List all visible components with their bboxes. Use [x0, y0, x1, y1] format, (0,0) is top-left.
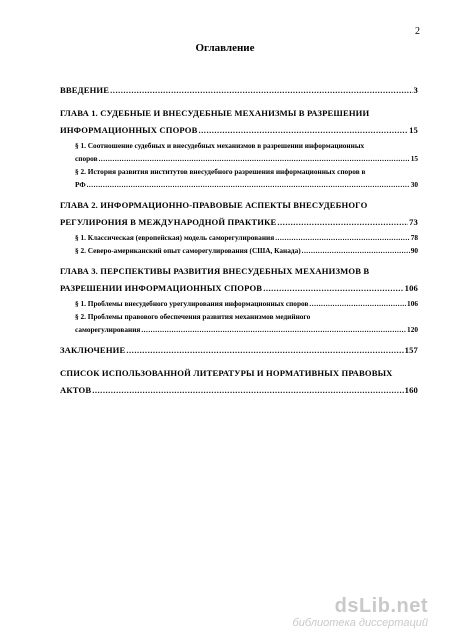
toc-entry-text: § 2. Северо-американский опыт саморегулирования (США, Канада) [75, 246, 301, 255]
toc-entry-text-cont: РАЗРЕШЕНИИ ИНФОРМАЦИОННЫХ СПОРОВ [60, 283, 263, 293]
toc-entry-text-cont: АКТОВ [60, 385, 92, 395]
watermark-subtitle: библиотека диссертаций [292, 617, 428, 629]
toc-entry-text: СПИСОК ИСПОЛЬЗОВАННОЙ ЛИТЕРАТУРЫ И НОРМАТИВНЫХ ПРАВОВЫХ [60, 368, 393, 378]
toc-entry-text-cont: ИНФОРМАЦИОННЫХ СПОРОВ [60, 125, 198, 135]
toc-entry-chapter-1[interactable] [60, 105, 418, 139]
toc-page-number: 78 [410, 233, 418, 242]
toc-entry-text: ГЛАВА 1. СУДЕБНЫЕ И ВНЕСУДЕБНЫЕ МЕХАНИЗМЫ В РАЗРЕШЕНИИ [60, 108, 370, 118]
toc-entry-text-cont: РФ [75, 180, 86, 189]
toc-page-number: 30 [410, 180, 418, 189]
toc-entry-chapter-2[interactable] [60, 197, 418, 231]
dot-leader [309, 299, 406, 309]
toc-entry-text: ГЛАВА 2. ИНФОРМАЦИОННО-ПРАВОВЫЕ АСПЕКТЫ ВНЕСУДЕБНОГО [60, 200, 368, 210]
toc-entry-section-2-2[interactable] [75, 244, 418, 257]
toc-page-number: 160 [404, 385, 418, 395]
dot-leader [110, 85, 412, 95]
dot-leader [87, 180, 410, 190]
toc-entry-intro[interactable] [60, 82, 418, 99]
toc-entry-text: ЗАКЛЮЧЕНИЕ [60, 345, 126, 355]
table-of-contents [60, 82, 418, 399]
toc-page-number: 106 [407, 299, 418, 308]
toc-page-number: 15 [409, 125, 418, 135]
watermark [293, 596, 428, 629]
toc-entry-text: ВВЕДЕНИЕ [60, 85, 110, 95]
dot-leader [92, 385, 403, 395]
page-title: Оглавление [195, 42, 255, 54]
toc-entry-text: § 2. История развития институтов внесудебного разрешения информационных споров в [75, 167, 366, 176]
toc-entry-section-3-1[interactable] [75, 297, 418, 310]
toc-entry-section-2-1[interactable] [75, 231, 418, 244]
toc-entry-text: § 1. Классическая (европейская) модель саморегулирования [75, 233, 275, 242]
toc-entry-text: ГЛАВА 3. ПЕРСПЕКТИВЫ РАЗВИТИЯ ВНЕСУДЕБНЫХ МЕХАНИЗМОВ В [60, 266, 370, 276]
toc-entry-text-cont: РЕГУЛИРОНИЯ В МЕЖДУНАРОДНОЙ ПРАКТИКЕ [60, 217, 277, 227]
toc-page-number: 15 [410, 154, 418, 163]
toc-entry-section-1-2[interactable] [75, 165, 418, 191]
toc-page-number: 3 [413, 85, 418, 95]
toc-entry-text-cont: споров [75, 154, 98, 163]
toc-page-number: 73 [409, 217, 418, 227]
dot-leader [141, 325, 406, 335]
toc-entry-bibliography[interactable] [60, 365, 418, 399]
toc-page-number: 157 [404, 345, 418, 355]
toc-entry-chapter-3[interactable] [60, 263, 418, 297]
toc-page-number: 120 [407, 325, 418, 334]
dot-leader [275, 233, 410, 243]
watermark-logo: dsLib.net [334, 595, 428, 617]
dot-leader [126, 345, 403, 355]
dot-leader [302, 246, 410, 256]
toc-page-number: 106 [404, 283, 418, 293]
toc-entry-text-cont: саморегулирования [75, 325, 141, 334]
toc-entry-section-3-2[interactable] [75, 310, 418, 336]
dot-leader [263, 283, 403, 293]
toc-entry-conclusion[interactable] [60, 342, 418, 359]
toc-entry-text: § 1. Соотношение судебных и внесудебных механизмов в разрешении информационных [75, 141, 365, 150]
dot-leader [277, 217, 408, 227]
dot-leader [99, 154, 410, 164]
dot-leader [199, 125, 409, 135]
toc-entry-text: § 2. Проблемы правового обеспечения развития механизмов медийного [75, 312, 311, 321]
toc-page-number: 90 [410, 246, 418, 255]
toc-entry-section-1-1[interactable] [75, 139, 418, 165]
toc-entry-text: § 1. Проблемы внесудебного урегулирования информационных споров [75, 299, 309, 308]
page-number: 2 [415, 26, 420, 37]
